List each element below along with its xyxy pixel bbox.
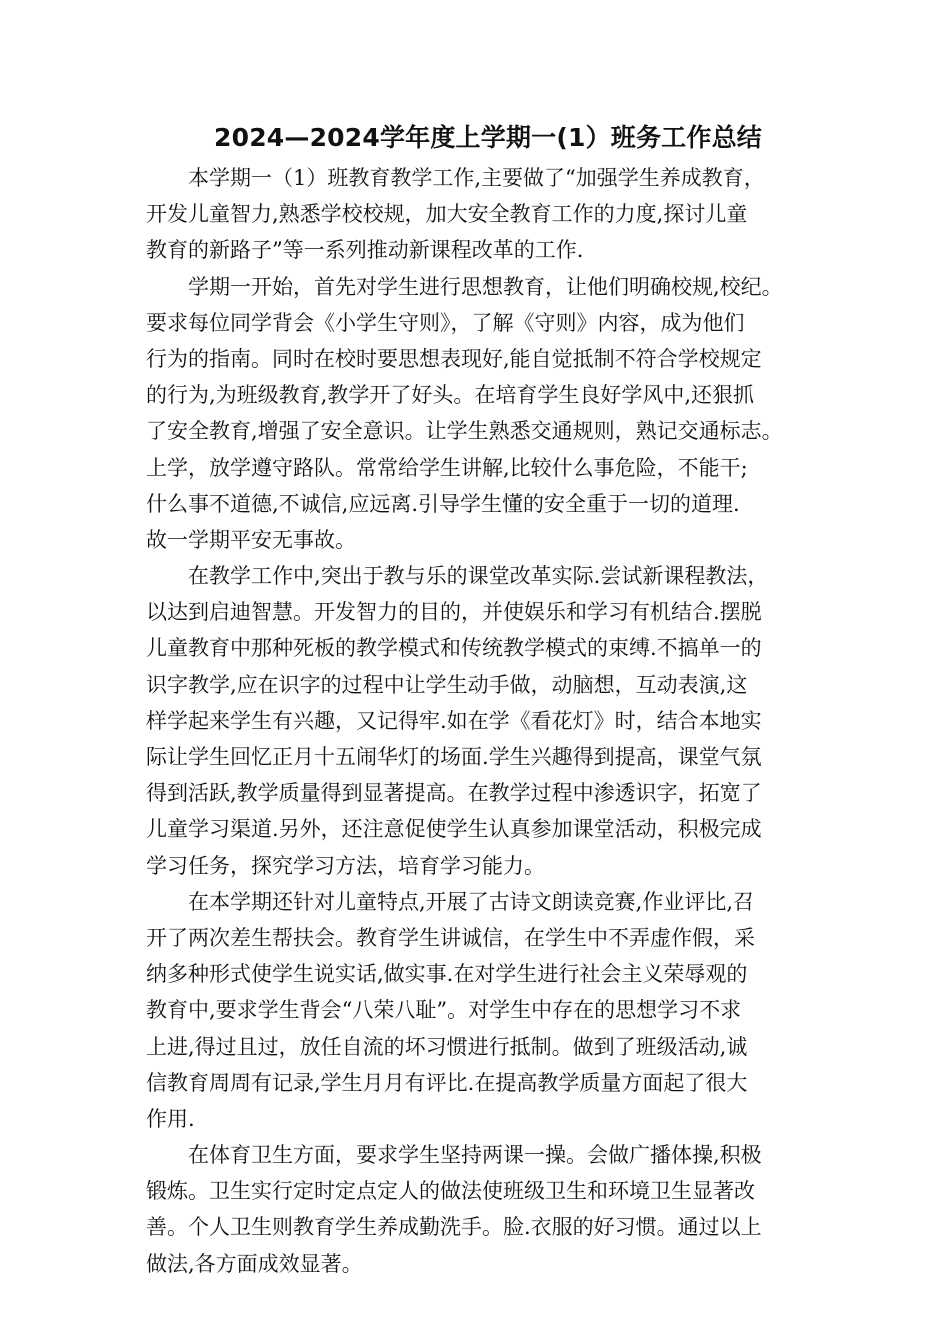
paragraph-line: 行为的指南。同时在校时要思想表现好,能自觉抵制不符合学校规定 [146,346,762,371]
paragraph-line: 要求每位同学背会《小学生守则》，了解《守则》内容，成为他们 [146,310,745,335]
paragraph-line: 锻炼。卫生实行定时定点定人的做法使班级卫生和环境卫生显著改 [146,1179,755,1204]
paragraph-line: 以达到启迪智慧。开发智力的目的，并使娱乐和学习有机结合.摆脱 [146,600,762,625]
paragraph-line: 儿童学习渠道.另外，还注意促使学生认真参加课堂活动，积极完成 [146,817,762,842]
paragraph-line: 儿童教育中那种死板的教学模式和传统教学模式的束缚.不搞单一的 [146,636,762,661]
paragraph [146,160,814,269]
paragraph-line: 教育的新路子”等一系列推动新课程改革的工作. [146,238,584,263]
paragraph-line: 得到活跃,教学质量得到显著提高。在教学过程中渗透识字，拓宽了 [146,781,762,806]
paragraph-line: 故一学期平安无事故。 [146,527,356,552]
paragraph-line: 的行为,为班级教育,教学开了好头。在培育学生良好学风中,还狠抓 [146,383,755,408]
paragraph-first-line: 本学期一（1）班教育教学工作,主要做了“加强学生养成教育， [188,166,765,190]
paragraph-line: 什么事不道德,不诚信,应远离.引导学生懂的安全重于一切的道理. [146,491,740,516]
paragraph-line: 际让学生回忆正月十五闹华灯的场面.学生兴趣得到提高，课堂气氛 [146,745,762,769]
paragraph [146,558,814,884]
paragraph-line: 做法,各方面成效显著。 [146,1251,363,1276]
paragraph-line: 识字教学,应在识字的过程中让学生动手做，动脑想，互动表演,这 [146,672,748,697]
paragraph-first-line: 在教学工作中,突出于教与乐的课堂改革实际.尝试新课程教法， [188,564,769,589]
document-body [146,160,814,1282]
paragraph-line: 纳多种形式使学生说实话,做实事.在对学生进行社会主义荣辱观的 [146,962,748,987]
paragraph-first-line: 在体育卫生方面，要求学生坚持两课一操。会做广播体操,积极 [188,1143,762,1168]
paragraph-line: 作用. [146,1106,195,1131]
paragraph [146,1137,814,1282]
paragraph-line: 信教育周周有记录,学生月月有评比.在提高教学质量方面起了很大 [146,1070,748,1095]
document-title: 2024—2024学年度上学期一(1）班务工作总结 [214,123,762,152]
paragraph-line: 样学起来学生有兴趣，又记得牢.如在学《看花灯》时，结合本地实 [146,708,762,733]
paragraph-line: 上学，放学遵守路队。常常给学生讲解,比较什么事危险，不能干; [146,455,748,480]
paragraph-line: 善。个人卫生则教育学生养成勤洗手。脸.衣服的好习惯。通过以上 [146,1215,762,1240]
paragraph-line: 了安全教育,增强了安全意识。让学生熟悉交通规则，熟记交通标志。 [146,419,783,444]
paragraph-line: 开了两次差生帮扶会。教育学生讲诚信，在学生中不弄虚作假，采 [146,925,755,950]
paragraph-line: 教育中,要求学生背会“八荣八耻”。对学生中存在的思想学习不求 [146,998,742,1023]
paragraph-line: 上进,得过且过，放任自流的坏习惯进行抵制。做到了班级活动,诚 [146,1034,748,1059]
paragraph-first-line: 在本学期还针对儿童特点,开展了古诗文朗读竞赛,作业评比,召 [188,889,755,914]
paragraph [146,884,814,1137]
paragraph-first-line: 学期一开始，首先对学生进行思想教育，让他们明确校规,校纪。 [188,274,783,299]
paragraph-line: 开发儿童智力,熟悉学校校规，加大安全教育工作的力度,探讨儿童 [146,202,748,227]
paragraph-line: 学习任务，探究学习方法，培育学习能力。 [146,853,545,878]
paragraph [146,269,814,559]
